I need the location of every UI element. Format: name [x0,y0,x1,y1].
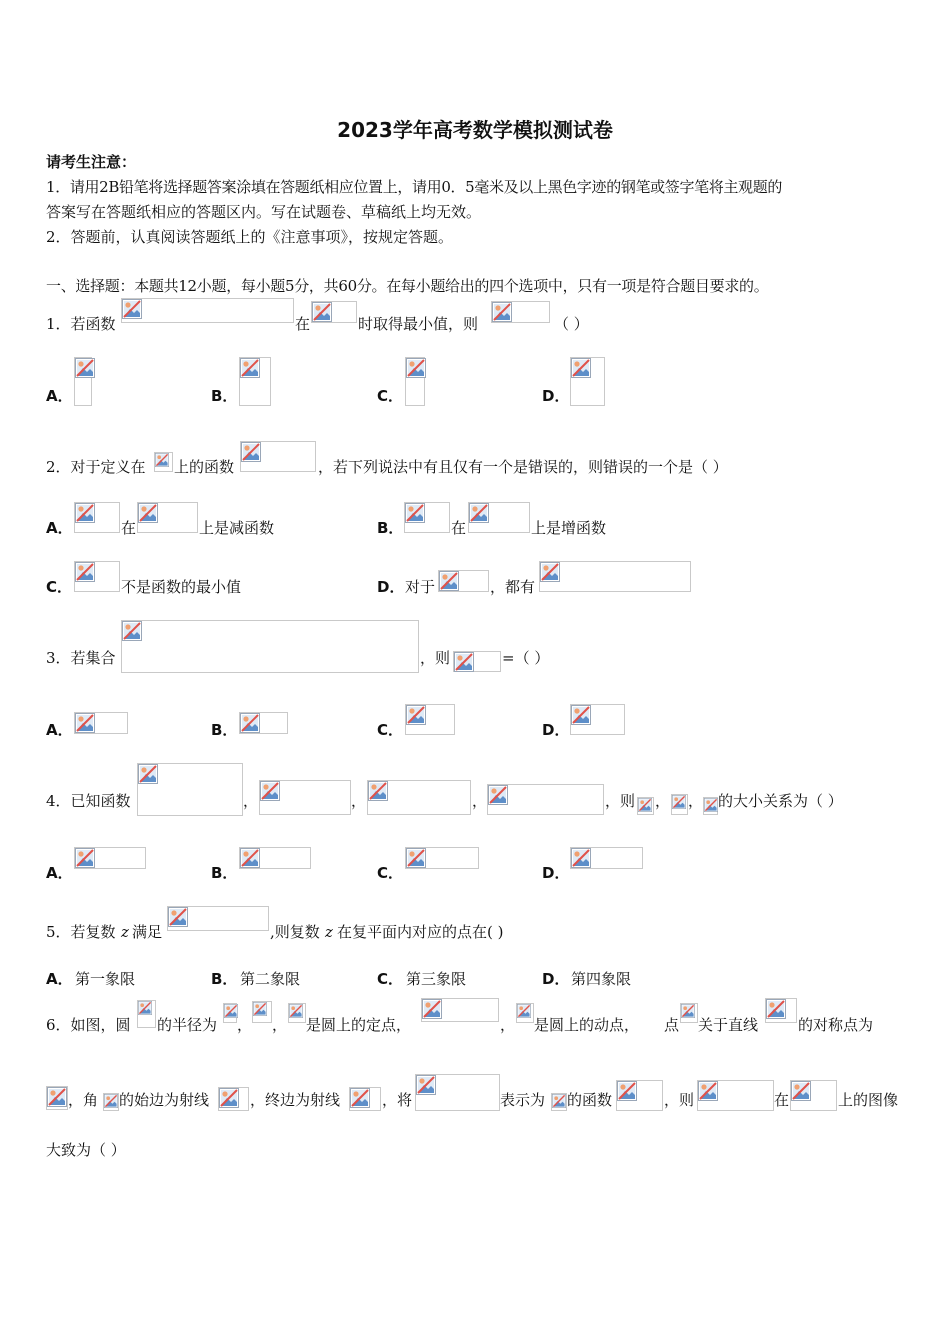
q6-text-f: 关于直线 [698,1016,759,1034]
q6-comma: ， [237,1016,253,1034]
option-a-label: A． [46,864,73,882]
option-d-label: D． [377,578,405,596]
notice-line-2: 2．答题前，认真阅读答题纸上的《注意事项》，按规定答题。 [46,228,454,246]
q5-text-c: ,则复数 [270,923,320,941]
q2-a-text: 上是减函数 [199,519,275,537]
q6-text-i: 的始边为射线 [119,1091,210,1109]
option-d-label: D． [542,387,570,405]
formula-image [74,847,146,869]
formula-image [103,1093,119,1111]
q1-text-b: 在 [295,315,311,333]
option-c-label: C． [377,387,404,405]
q5-option-d: 第四象限 [571,970,632,988]
q5-var-z: z [325,923,333,941]
option-b-label: B． [377,519,404,537]
formula-image [121,620,419,673]
option-b-label: B． [211,970,238,988]
formula-image [74,357,92,406]
formula-image [765,998,797,1023]
q2-d-text-a: 对于 [405,578,436,596]
q6-comma: ， [272,1016,288,1034]
formula-image [239,712,288,734]
q2-b-text: 上是增函数 [531,519,607,537]
q6-text-e: 点 [664,1016,680,1034]
formula-image [367,780,471,815]
option-b-label: B． [211,721,238,739]
q4-sep: ， [351,792,367,810]
q2-text-b: 上的函数 [174,458,235,476]
q6-text-k: ，将 [382,1091,413,1109]
formula-image [516,1003,534,1023]
formula-image [239,357,271,406]
option-a-label: A． [46,970,73,988]
formula-image [790,1080,837,1111]
q2-c-text: 不是函数的最小值 [121,578,242,596]
notice-line-1b: 答案写在答题纸相应的答题区内。写在试题卷、草稿纸上均无效。 [46,203,482,221]
notice-heading: 请考生注意： [46,153,137,171]
q5-text-d: 在复平面内对应的点在( ) [337,923,504,941]
formula-image [74,712,128,734]
formula-image [539,561,691,592]
formula-image [121,298,294,323]
q6-text-o: 在 [774,1091,790,1109]
option-d-label: D． [542,721,570,739]
q6-text-p: 上的图像 [838,1091,899,1109]
formula-image [167,906,269,931]
option-a-label: A． [46,721,73,739]
q4-sep: ， [688,792,704,810]
q6-text-b: 的半径为 [157,1016,218,1034]
formula-image [570,847,643,869]
formula-image [680,1003,698,1023]
q6-text-g: 的对称点为 [798,1016,874,1034]
q6-text-m: 的函数 [567,1091,613,1109]
formula-image [154,452,173,472]
option-a-label: A． [46,519,73,537]
option-a-label: A． [46,387,73,405]
formula-image [697,1080,774,1111]
option-d-label: D． [542,970,570,988]
formula-image [311,301,357,323]
q4-text-c: 的大小关系为（ ） [718,792,843,810]
formula-image [252,1001,272,1023]
formula-image [137,502,198,533]
q6-comma: ， [500,1016,516,1034]
formula-image [218,1087,249,1111]
q6-text-j: ，终边为射线 [250,1091,341,1109]
option-c-label: C． [46,578,73,596]
formula-image [240,441,316,472]
q3-text-c: =（ ） [502,649,550,667]
notice-line-1: 1．请用2B铅笔将选择题答案涂填在答题纸相应位置上，请用0．5毫米及以上黑色字迹的钢笔或签字笔将主观题的 [46,178,783,196]
q2-b-in: 在 [451,519,467,537]
q4-text-a: 4．已知函数 [46,792,131,810]
q6-text-n: ，则 [664,1091,695,1109]
formula-image [637,797,654,815]
formula-image [137,763,243,816]
formula-image [46,1086,68,1110]
formula-image [288,1003,306,1023]
q4-sep: ， [655,792,671,810]
q6-text-d: 是圆上的动点， [534,1016,640,1034]
formula-image [703,797,718,815]
option-c-label: C． [377,864,404,882]
q2-d-text-b: ，都有 [490,578,536,596]
q1-text-d: （ ） [554,315,589,333]
q6-text-c: 是圆上的定点， [306,1016,412,1034]
formula-image [415,1074,500,1111]
formula-image [491,301,550,323]
formula-image [223,1003,237,1023]
formula-image [487,784,604,815]
q5-option-c: 第三象限 [406,970,467,988]
formula-image [349,1087,381,1111]
q1-text-a: 1．若函数 [46,315,116,333]
formula-image [405,357,425,406]
formula-image [239,847,311,869]
formula-image [453,651,501,672]
q5-text-a: 5．若复数 [46,923,116,941]
formula-image [551,1093,567,1111]
q6-text-l: 表示为 [500,1091,546,1109]
formula-image [259,780,351,815]
q6-text-a: 6．如图，圆 [46,1016,131,1034]
q5-option-a: 第一象限 [75,970,136,988]
q5-var-z: z [121,923,129,941]
page-title: 2023学年高考数学模拟测试卷 [337,118,613,142]
formula-image [421,998,499,1022]
option-b-label: B． [211,387,238,405]
formula-image [570,357,605,406]
q3-text-a: 3．若集合 [46,649,116,667]
q6-text-h: ，角 [68,1091,99,1109]
q1-text-c: 时取得最小值，则 [358,315,479,333]
q4-sep: ， [472,792,488,810]
q2-a-in: 在 [121,519,137,537]
option-c-label: C． [377,721,404,739]
q4-sep: ， [243,792,259,810]
formula-image [74,561,120,592]
q5-option-b: 第二象限 [240,970,301,988]
formula-image [671,794,688,815]
q4-text-b: ，则 [605,792,636,810]
formula-image [616,1080,663,1111]
q2-text-c: ，若下列说法中有且仅有一个是错误的，则错误的一个是（ ） [318,458,728,476]
q5-text-b: 满足 [132,923,163,941]
formula-image [405,847,479,869]
q3-text-b: ，则 [420,649,451,667]
q6-text-q: 大致为（ ） [46,1141,126,1159]
option-c-label: C． [377,970,404,988]
formula-image [74,502,120,533]
formula-image [405,704,455,735]
option-d-label: D． [542,864,570,882]
formula-image [137,1000,156,1028]
formula-image [438,570,489,592]
q2-text-a: 2．对于定义在 [46,458,146,476]
formula-image [404,502,450,533]
option-b-label: B． [211,864,238,882]
formula-image [570,704,625,735]
section-heading: 一、选择题：本题共12小题，每小题5分，共60分。在每小题给出的四个选项中，只有一项是符合题目要求的。 [46,277,769,295]
formula-image [468,502,530,533]
